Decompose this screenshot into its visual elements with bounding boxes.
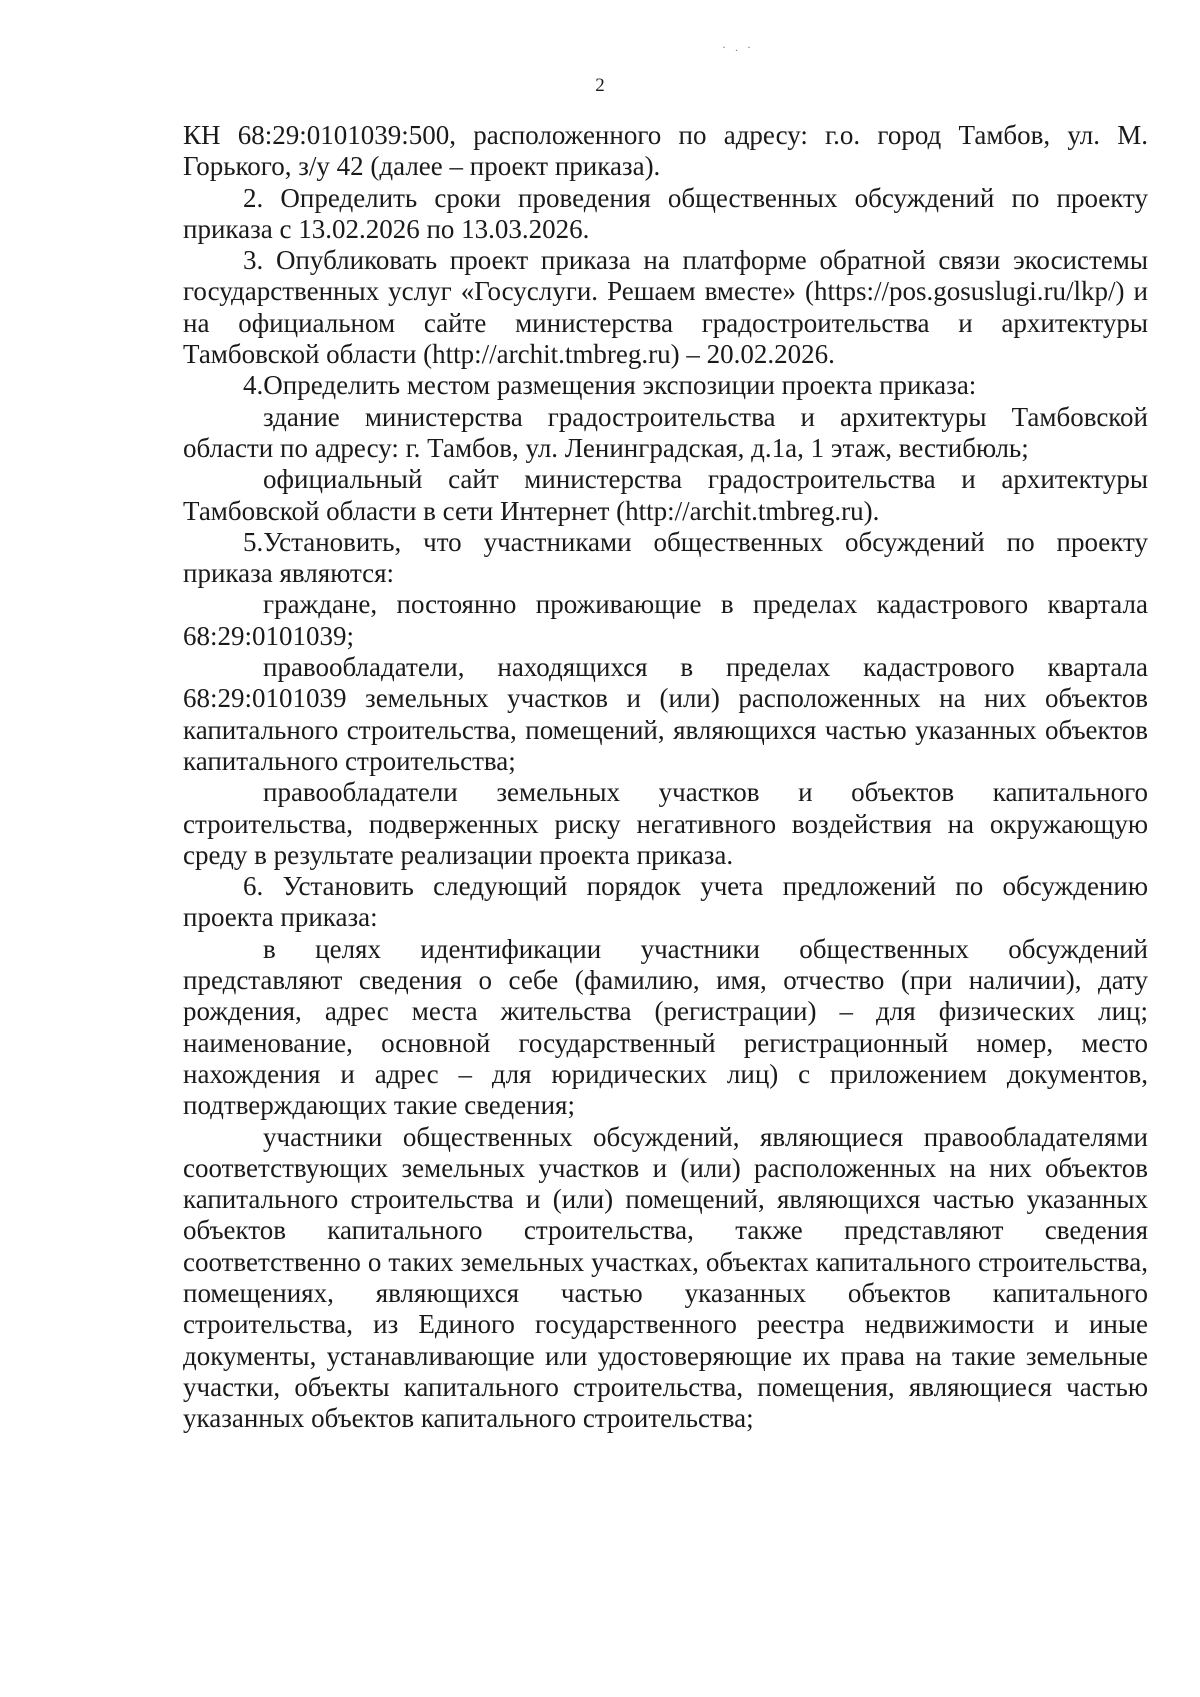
procedure-identification: в целях идентификации участники общественных обсуждений представляют сведения о себе (фамилию, имя, отчество (при наличии), дату рождения, адрес места жительства (регистрации) – для физических лиц; наименование, основной государственный регистрационный номер, место нахождения и адрес – для юридических лиц) с приложением документов, подтверждающих такие сведения;	[183, 933, 1148, 1121]
paragraph-continuation: КН 68:29:0101039:500, расположенного по адресу: г.о. город Тамбов, ул. М. Горького, з/у 42 (далее – проект приказа).	[183, 120, 1148, 182]
participants-rightholders: правообладатели, находящихся в пределах кадастрового квартала 68:29:0101039 земельных участков и (или) расположенных на них объектов капитального строительства, помещений, являющихся частью указанных объектов капитального строительства;	[183, 652, 1148, 776]
page-number: 2	[595, 75, 605, 96]
document-body	[183, 120, 1148, 1434]
exposition-building: здание министерства градостроительства и архитектуры Тамбовской области по адресу: г. Тамбов, ул. Ленинградская, д.1а, 1 этаж, вестибюль;	[183, 401, 1148, 463]
participants-affected: правообладатели земельных участков и объектов капитального строительства, подверженных риску негативного воздействия на окружающую среду в результате реализации проекта приказа.	[183, 777, 1148, 870]
exposition-website: официальный сайт министерства градостроительства и архитектуры Тамбовской области в сети Интернет (http://archit.tmbreg.ru).	[183, 464, 1148, 526]
item-4-exposition: 4.Определить местом размещения экспозиции проекта приказа:	[243, 370, 977, 401]
item-6-procedure: 6. Установить следующий порядок учета предложений по обсуждению проекта приказа:	[183, 871, 1148, 933]
item-3-publication: 3. Опубликовать проект приказа на платформе обратной связи экосистемы государственных услуг «Госуслуги. Решаем вместе» (https://pos.gosuslugi.ru/lkp/) и на официальном сайте министерства градостроительства и архитектуры Тамбовской области (http://archit.tmbreg.ru) – 20.02.2026.	[183, 245, 1148, 370]
item-2-deadlines: 2. Определить сроки проведения общественных обсуждений по проекту приказа с 13.02.2026 по 13.03.2026.	[183, 182, 1148, 244]
procedure-rightholder-docs: участники общественных обсуждений, являющиеся правообладателями соответствующих земельных участков и (или) расположенных на них объектов капитального строительства и (или) помещений, являющихся частью указанных объектов капитального строительства, также представляют сведения соответственно о таких земельных участках, объектах капитального строительства, помещениях, являющихся частью указанных объектов капитального строительства, из Единого государственного реестра недвижимости и иные документы, устанавливающие или удостоверяющие их права на такие земельные участки, объекты капитального строительства, помещения, являющиеся частью указанных объектов капитального строительства;	[183, 1121, 1148, 1434]
item-5-participants: 5.Установить, что участниками общественных обсуждений по проекту приказа являются:	[183, 526, 1148, 589]
scan-specks: · . ·	[722, 40, 754, 54]
participants-residents: граждане, постоянно проживающие в пределах кадастрового квартала 68:29:0101039;	[183, 589, 1148, 651]
